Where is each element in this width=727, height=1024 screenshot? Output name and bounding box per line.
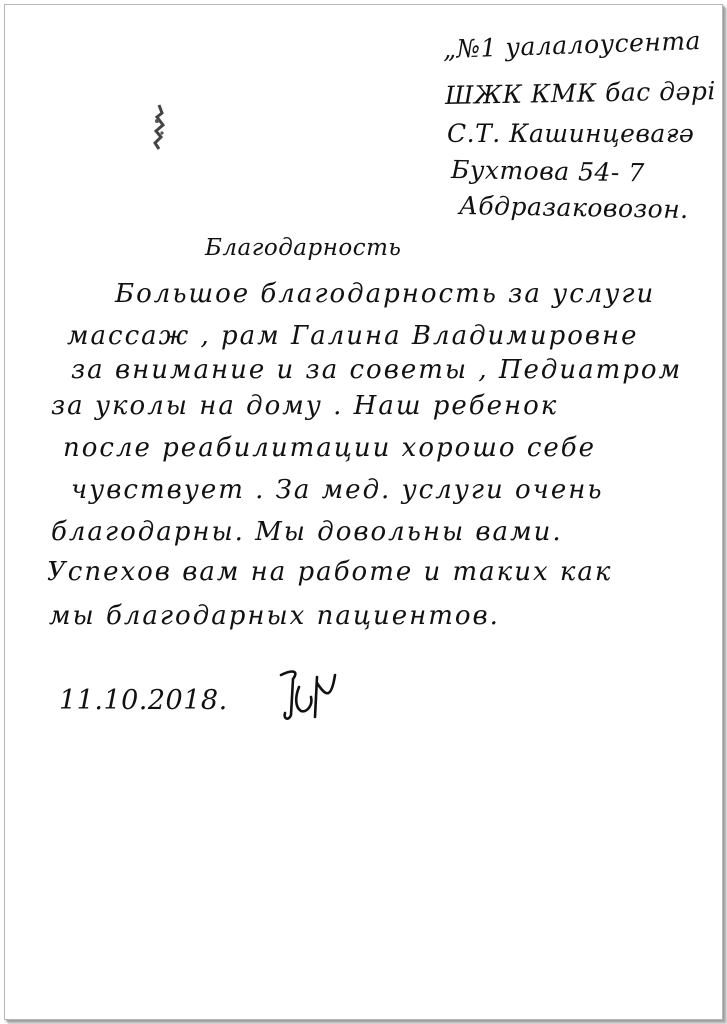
ink-smudge: [145, 103, 173, 151]
body-line-6: чувствует . За мед. услуги очень: [71, 475, 604, 505]
body-line-7: благодарны. Мы довольны вами.: [51, 517, 563, 547]
letter-date: 11.10.2018.: [59, 685, 228, 716]
letter-page: [4, 4, 723, 1020]
body-line-8: Успехов вам на работе и таких как: [47, 557, 613, 587]
handwritten-signature: [273, 667, 341, 725]
body-line-9: мы благодарных пациентов.: [49, 601, 500, 631]
recipient-line-1: „№1 уалалоусента: [442, 26, 702, 64]
recipient-line-5: Абдразаковозон.: [458, 191, 689, 225]
body-line-3: за внимание и за советы , Педиатром: [71, 355, 683, 385]
recipient-line-4: Бухтова 54- 7: [450, 155, 645, 188]
body-line-4: за уколы на дому . Наш ребенок: [51, 391, 559, 421]
body-line-5: после реабилитации хорошо себе: [63, 433, 597, 463]
letter-title: Благодарность: [205, 235, 402, 261]
recipient-line-2: ШЖК КМК бас дәрі: [444, 76, 717, 110]
body-line-1: Большое благодарность за услуги: [115, 279, 656, 309]
recipient-line-3: С.Т. Кашинцевағә: [447, 119, 695, 148]
body-line-2: массаж , рам Галина Владимировне: [67, 321, 639, 351]
